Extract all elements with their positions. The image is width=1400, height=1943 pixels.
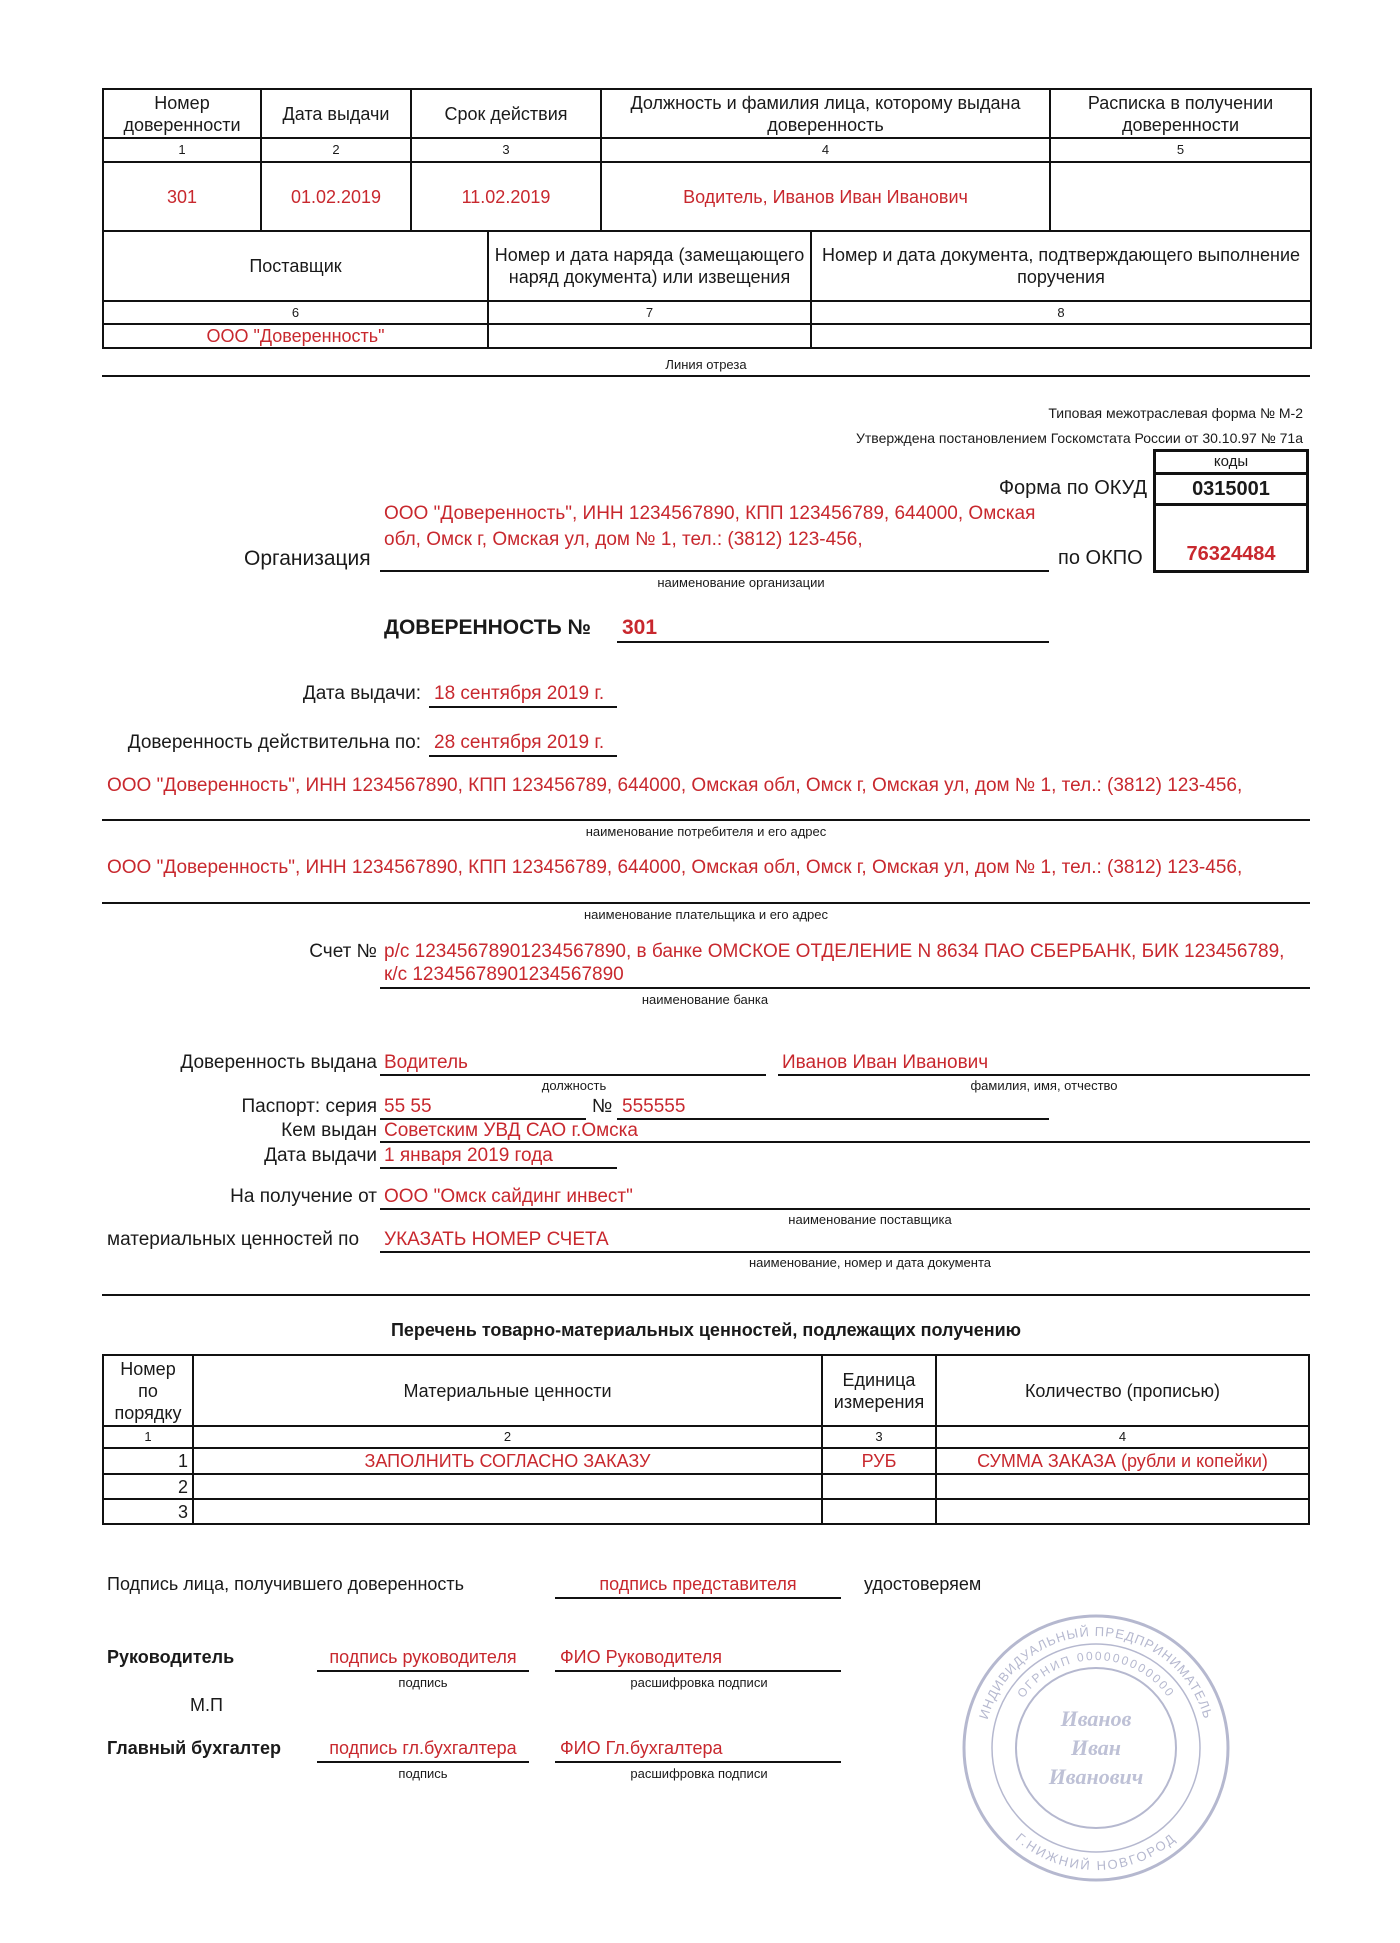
- accountant-name-line: [555, 1761, 841, 1763]
- goods-title: Перечень товарно-материальных ценностей, подлежащих получению: [390, 1320, 1022, 1340]
- col-number: 4: [936, 1426, 1309, 1448]
- col-number: 2: [261, 138, 411, 162]
- cell-position-name: Водитель, Иванов Иван Иванович: [601, 162, 1050, 231]
- issued-to-label: Доверенность выдана: [180, 1052, 377, 1073]
- values-by-line: [380, 1251, 1310, 1253]
- row-material: ЗАПОЛНИТЬ СОГЛАСНО ЗАКАЗУ: [193, 1448, 822, 1474]
- doc-number: 301: [622, 616, 658, 639]
- col-number: 1: [103, 138, 261, 162]
- form-approved: Утверждена постановлением Госкомстата России от 30.10.97 № 71а: [856, 430, 1303, 446]
- row-quantity: [936, 1499, 1309, 1524]
- col-number: 3: [411, 138, 601, 162]
- valid-until-label: Доверенность действительна по:: [127, 732, 421, 753]
- okpo-code: [1153, 500, 1309, 573]
- head-name: ФИО Руководителя: [560, 1647, 722, 1667]
- accountant-sign-line: [317, 1761, 529, 1763]
- row-number: 1: [103, 1448, 193, 1474]
- position-caption: должность: [541, 1078, 607, 1093]
- account-line-1: р/с 12345678901234567890, в банке ОМСКОЕ ОТДЕЛЕНИЕ N 8634 ПАО СБЕРБАНК, БИК 123456789,: [384, 941, 1285, 962]
- header-issue-date: Дата выдачи: [261, 89, 411, 138]
- org-line: [380, 570, 1049, 572]
- passport-date-line: [380, 1167, 617, 1169]
- cut-line-label: Линия отреза: [665, 357, 747, 372]
- header-material: Материальные ценности: [193, 1355, 822, 1426]
- accountant-sign: подпись гл.бухгалтера: [329, 1738, 517, 1758]
- receive-from-label: На получение от: [230, 1186, 377, 1207]
- header-quantity: Количество (прописью): [936, 1355, 1309, 1426]
- col-number: 3: [822, 1426, 936, 1448]
- cell-number: 301: [103, 162, 261, 231]
- row-unit: [822, 1474, 936, 1499]
- doc-title: ДОВЕРЕННОСТЬ №: [384, 616, 591, 639]
- passport-number: 555555: [622, 1096, 686, 1117]
- account-line: [380, 987, 1310, 989]
- account-caption: наименование банка: [641, 992, 769, 1007]
- stamp-name-3: Иванович: [1048, 1764, 1144, 1789]
- goods-table: [102, 1354, 1310, 1525]
- col-number: 8: [811, 301, 1311, 324]
- row-unit: РУБ: [822, 1448, 936, 1474]
- codes-header: коды: [1153, 449, 1309, 475]
- issue-date-label: Дата выдачи:: [302, 683, 421, 704]
- top-table: [102, 88, 1312, 232]
- header-unit: Единица измерения: [822, 1355, 936, 1426]
- valid-until-value: 28 сентября 2019 г.: [434, 732, 605, 753]
- payer-caption: наименование плательщика и его адрес: [583, 907, 829, 922]
- row-quantity: [936, 1474, 1309, 1499]
- col-number: 6: [103, 301, 488, 324]
- certify-label: удостоверяем: [864, 1574, 982, 1594]
- passport-date-value: 1 января 2019 года: [384, 1145, 553, 1166]
- header-validity: Срок действия: [411, 89, 601, 138]
- passport-number-label: №: [592, 1096, 613, 1117]
- org-label: Организация: [244, 547, 371, 570]
- col-number: 1: [103, 1426, 193, 1448]
- table-row: [103, 1499, 1309, 1524]
- row-unit: [822, 1499, 936, 1524]
- position-line: [380, 1074, 766, 1076]
- issued-by-value: Советским УВД САО г.Омска: [384, 1120, 638, 1141]
- receive-from-value: ООО "Омск сайдинг инвест": [384, 1186, 633, 1207]
- account-label: Счет №: [309, 941, 377, 962]
- row-quantity: СУММА ЗАКАЗА (рубли и копейки): [936, 1448, 1309, 1474]
- head-sign: подпись руководителя: [329, 1647, 517, 1667]
- stamp-outer-text: ИНДИВИДУАЛЬНЫЙ ПРЕДПРИНИМАТЕЛЬ: [975, 1623, 1217, 1721]
- values-by-caption: наименование, номер и дата документа: [749, 1255, 991, 1270]
- name-line: [778, 1074, 1310, 1076]
- col-number: 7: [488, 301, 811, 324]
- org-line-2: обл, Омск г, Омская ул, дом № 1, тел.: (3812) 123-456,: [384, 529, 863, 550]
- header-order: Номер и дата наряда (замещающего наряд документа) или извещения: [488, 231, 811, 301]
- stamp-place: М.П: [190, 1695, 223, 1715]
- okpo-value: 76324484: [1186, 543, 1276, 565]
- row-material: [193, 1499, 822, 1524]
- head-label: Руководитель: [107, 1647, 235, 1667]
- passport-series: 55 55: [384, 1096, 432, 1117]
- stamp-name-1: Иванов: [1060, 1706, 1132, 1731]
- stamp-inner-text: ОГРНИП 000000000000: [1014, 1648, 1178, 1701]
- form-type: Типовая межотраслевая форма № М-2: [1048, 405, 1303, 421]
- head-sign-line: [317, 1670, 529, 1672]
- consumer-line: [102, 819, 1310, 821]
- recipient-sign-line: [555, 1597, 841, 1599]
- consumer-value: ООО "Доверенность", ИНН 1234567890, КПП 123456789, 644000, Омская обл, Омск г, Омская ул, дом № 1, тел.: (3812) 123-456,: [107, 775, 1243, 796]
- receive-from-caption: наименование поставщика: [788, 1212, 952, 1227]
- recipient-sign-label: Подпись лица, получившего доверенность: [107, 1574, 465, 1594]
- header-number: Номер доверенности: [103, 89, 261, 138]
- passport-number-line: [617, 1118, 1049, 1120]
- company-stamp: [960, 1612, 1232, 1884]
- head-decode-caption: расшифровка подписи: [630, 1675, 768, 1690]
- cell-order: [488, 324, 811, 348]
- header-confirm-doc: Номер и дата документа, подтверждающего выполнение поручения: [811, 231, 1311, 301]
- passport-date-label: Дата выдачи: [264, 1145, 377, 1166]
- accountant-sign-caption: подпись: [398, 1766, 448, 1781]
- col-number: 2: [193, 1426, 822, 1448]
- row-material: [193, 1474, 822, 1499]
- cell-receipt: [1050, 162, 1311, 231]
- payer-line: [102, 902, 1310, 904]
- header-position-name: Должность и фамилия лица, которому выдана доверенность: [601, 89, 1050, 138]
- doc-number-line: [617, 641, 1049, 643]
- okud-label: Форма по ОКУД: [998, 477, 1147, 499]
- okpo-label: по ОКПО: [1058, 547, 1143, 569]
- payer-value: ООО "Доверенность", ИНН 1234567890, КПП 123456789, 644000, Омская обл, Омск г, Омская ул, дом № 1, тел.: (3812) 123-456,: [107, 857, 1243, 878]
- consumer-caption: наименование потребителя и его адрес: [585, 824, 827, 839]
- cell-supplier: ООО "Доверенность": [103, 324, 488, 348]
- org-line-1: ООО "Доверенность", ИНН 1234567890, КПП 123456789, 644000, Омская: [384, 503, 1036, 524]
- issued-to-position: Водитель: [384, 1052, 468, 1073]
- separator-line: [102, 1294, 1310, 1296]
- name-caption: фамилия, имя, отчество: [970, 1078, 1118, 1093]
- table-row: [103, 1474, 1309, 1499]
- cell-confirm-doc: [811, 324, 1311, 348]
- col-number: 4: [601, 138, 1050, 162]
- table-row: [103, 1448, 1309, 1474]
- head-sign-caption: подпись: [398, 1675, 448, 1690]
- values-by-value: УКАЗАТЬ НОМЕР СЧЕТА: [384, 1229, 609, 1250]
- cut-line: [102, 375, 1310, 377]
- org-caption: наименование организации: [657, 575, 825, 590]
- passport-series-label: Паспорт: серия: [241, 1096, 377, 1117]
- cell-issue-date: 01.02.2019: [261, 162, 411, 231]
- accountant-decode-caption: расшифровка подписи: [630, 1766, 768, 1781]
- top-table-2: [102, 230, 1312, 349]
- accountant-name: ФИО Гл.бухгалтера: [560, 1738, 723, 1758]
- recipient-sign: подпись представителя: [599, 1574, 797, 1594]
- stamp-name-2: Иван: [1070, 1735, 1122, 1760]
- head-name-line: [555, 1670, 841, 1672]
- col-number: 5: [1050, 138, 1311, 162]
- account-line-2: к/с 12345678901234567890: [384, 964, 624, 985]
- issue-date-line: [429, 706, 617, 708]
- receive-from-line: [380, 1208, 1310, 1210]
- issued-by-line: [380, 1141, 1310, 1143]
- header-receipt: Расписка в получении доверенности: [1050, 89, 1311, 138]
- row-number: 2: [103, 1474, 193, 1499]
- stamp-bottom-text: Г.НИЖНИЙ НОВГОРОД: [1013, 1829, 1180, 1874]
- accountant-label: Главный бухгалтер: [107, 1738, 282, 1758]
- issued-by-label: Кем выдан: [281, 1120, 377, 1141]
- okud-code: 0315001: [1153, 472, 1309, 506]
- issued-to-name: Иванов Иван Иванович: [782, 1052, 989, 1073]
- values-by-label: материальных ценностей по: [107, 1229, 360, 1250]
- cell-validity: 11.02.2019: [411, 162, 601, 231]
- issue-date-value: 18 сентября 2019 г.: [434, 683, 605, 704]
- header-row-number: Номер по порядку: [103, 1355, 193, 1426]
- row-number: 3: [103, 1499, 193, 1524]
- valid-until-line: [429, 755, 617, 757]
- header-supplier: Поставщик: [103, 231, 488, 301]
